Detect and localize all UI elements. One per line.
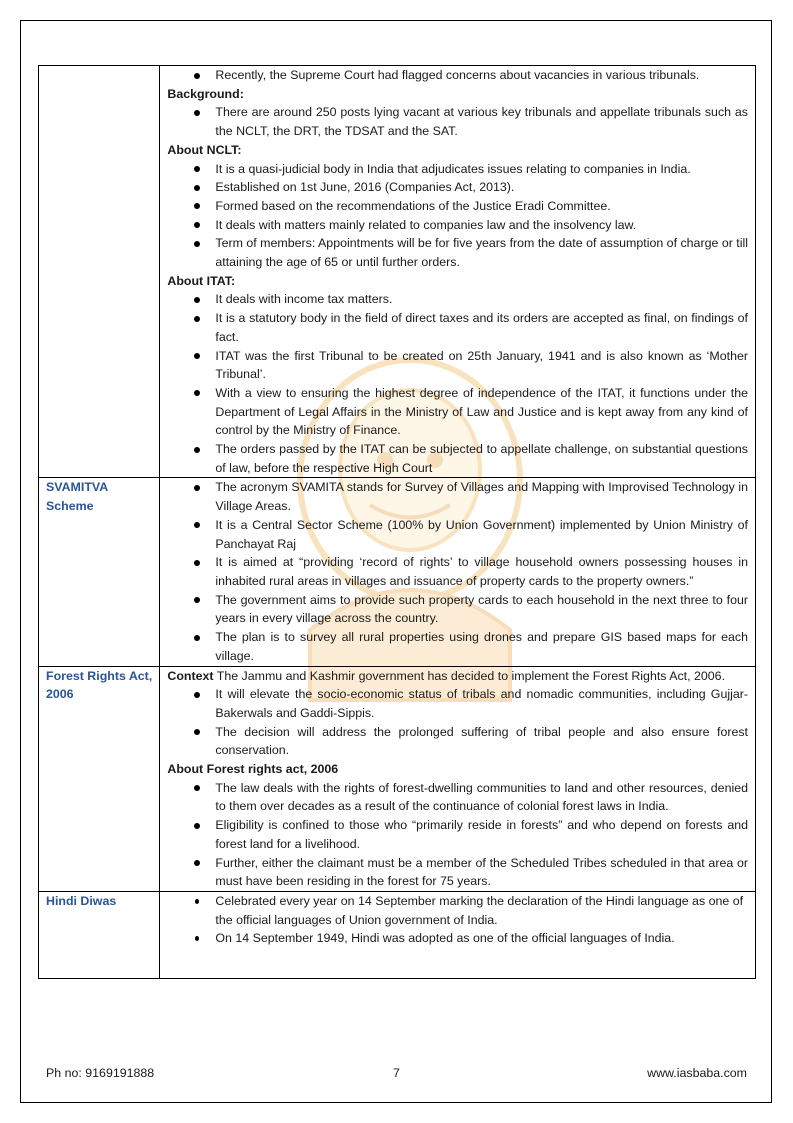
content-cell [160,478,756,666]
table-row [39,666,756,891]
table-row [39,891,756,978]
bullet-item: On 14 September 1949, Hindi was adopted as one of the official languages of India. [215,929,748,948]
bullet-item: There are around 250 posts lying vacant at various key tribunals and appellate tribunals such as the NCLT, the DRT, the TDSAT and the SAT. [215,103,748,140]
section-heading: About ITAT: [167,273,236,288]
topic-cell [39,66,160,478]
section-heading: Background: [167,86,244,101]
bullet-item: It is a Central Sector Scheme (100% by Union Government) implemented by Union Ministry of Panchayat Raj [215,516,748,553]
bullet-item: The orders passed by the ITAT can be subjected to appellate challenge, on substantial questions of law, before the respective High Court [215,440,748,477]
topic-cell: Forest Rights Act, 2006 [39,666,160,891]
footer-phone: Ph no: 9169191888 [46,1066,155,1080]
bullet-item: Eligibility is confined to those who “primarily reside in forests” and who depend on forests and forest land for a livelihood. [215,816,748,853]
footer-page-number: 7 [393,1066,400,1080]
section-heading: About NCLT: [167,142,242,157]
content-cell [160,666,756,891]
bullet-item: It is a quasi-judicial body in India that adjudicates issues relating to companies in India. [215,160,748,179]
bullet-item: It is aimed at “providing ‘record of rights’ to village household owners possessing houses in inhabited rural areas in villages and issuance of property cards to the property owners.” [215,553,748,590]
content-cell [160,891,756,978]
bullet-item: The government aims to provide such property cards to each household in the next three to four years in every village across the country. [215,591,748,628]
bullet-item: It will elevate the socio-economic status of tribals and nomadic communities, including Gujjar-Bakerwals and Gaddi-Sippis. [215,685,748,722]
topic-cell: Hindi Diwas [39,891,160,978]
bullet-list [167,779,748,891]
context-text: The Jammu and Kashmir government has decided to implement the Forest Rights Act, 2006. [213,668,726,683]
bullet-list [167,892,748,948]
bullet-item: Formed based on the recommendations of the Justice Eradi Committee. [215,197,748,216]
bullet-item: The acronym SVAMITA stands for Survey of Villages and Mapping with Improvised Technology in Village Areas. [215,478,748,515]
bullet-item: Recently, the Supreme Court had flagged concerns about vacancies in various tribunals. [215,66,748,85]
bullet-list [167,160,748,272]
section-heading: About Forest rights act, 2006 [167,762,339,777]
bullet-list [167,66,748,85]
bullet-list [167,478,748,665]
footer-website[interactable]: www.iasbaba.com [647,1066,747,1080]
bullet-list [167,103,748,140]
bullet-item: ITAT was the first Tribunal to be created on 25th January, 1941 and is also known as ‘Mother Tribunal’. [215,347,748,384]
bullet-item: Established on 1st June, 2016 (Companies Act, 2013). [215,178,748,197]
bullet-list [167,290,748,477]
bullet-item: The decision will address the prolonged suffering of tribal people and also ensure forest conservation. [215,723,748,760]
bullet-item: The plan is to survey all rural properties using drones and prepare GIS based maps for each village. [215,628,748,665]
bullet-item: With a view to ensuring the highest degree of independence of the ITAT, it functions under the Department of Legal Affairs in the Ministry of Law and Justice and is kept away from any kind of control by the Ministry of Finance. [215,384,748,440]
table-row [39,478,756,666]
bullet-list [167,685,748,760]
context-label: Context [167,668,214,683]
bullet-item: It deals with matters mainly related to companies law and the insolvency law. [215,216,748,235]
topic-cell: SVAMITVA Scheme [39,478,160,666]
bullet-item: Celebrated every year on 14 September marking the declaration of the Hindi language as one of the official languages of Union government of India. [215,892,748,929]
bullet-item: It is a statutory body in the field of direct taxes and its orders are accepted as final, on findings of fact. [215,309,748,346]
bullet-item: Term of members: Appointments will be for five years from the date of assumption of charge or till attaining the age of 65 or until further orders. [215,234,748,271]
bullet-item: The law deals with the rights of forest-dwelling communities to land and other resources, denied to them over decades as a result of the continuance of colonial forest laws in India. [215,779,748,816]
context-paragraph [167,667,748,686]
bullet-item: It deals with income tax matters. [215,290,748,309]
bullet-item: Further, either the claimant must be a member of the Scheduled Tribes scheduled in that area or must have been residing in the forest for 75 years. [215,854,748,891]
table-row [39,66,756,478]
content-cell [160,66,756,478]
content-table [38,65,756,979]
